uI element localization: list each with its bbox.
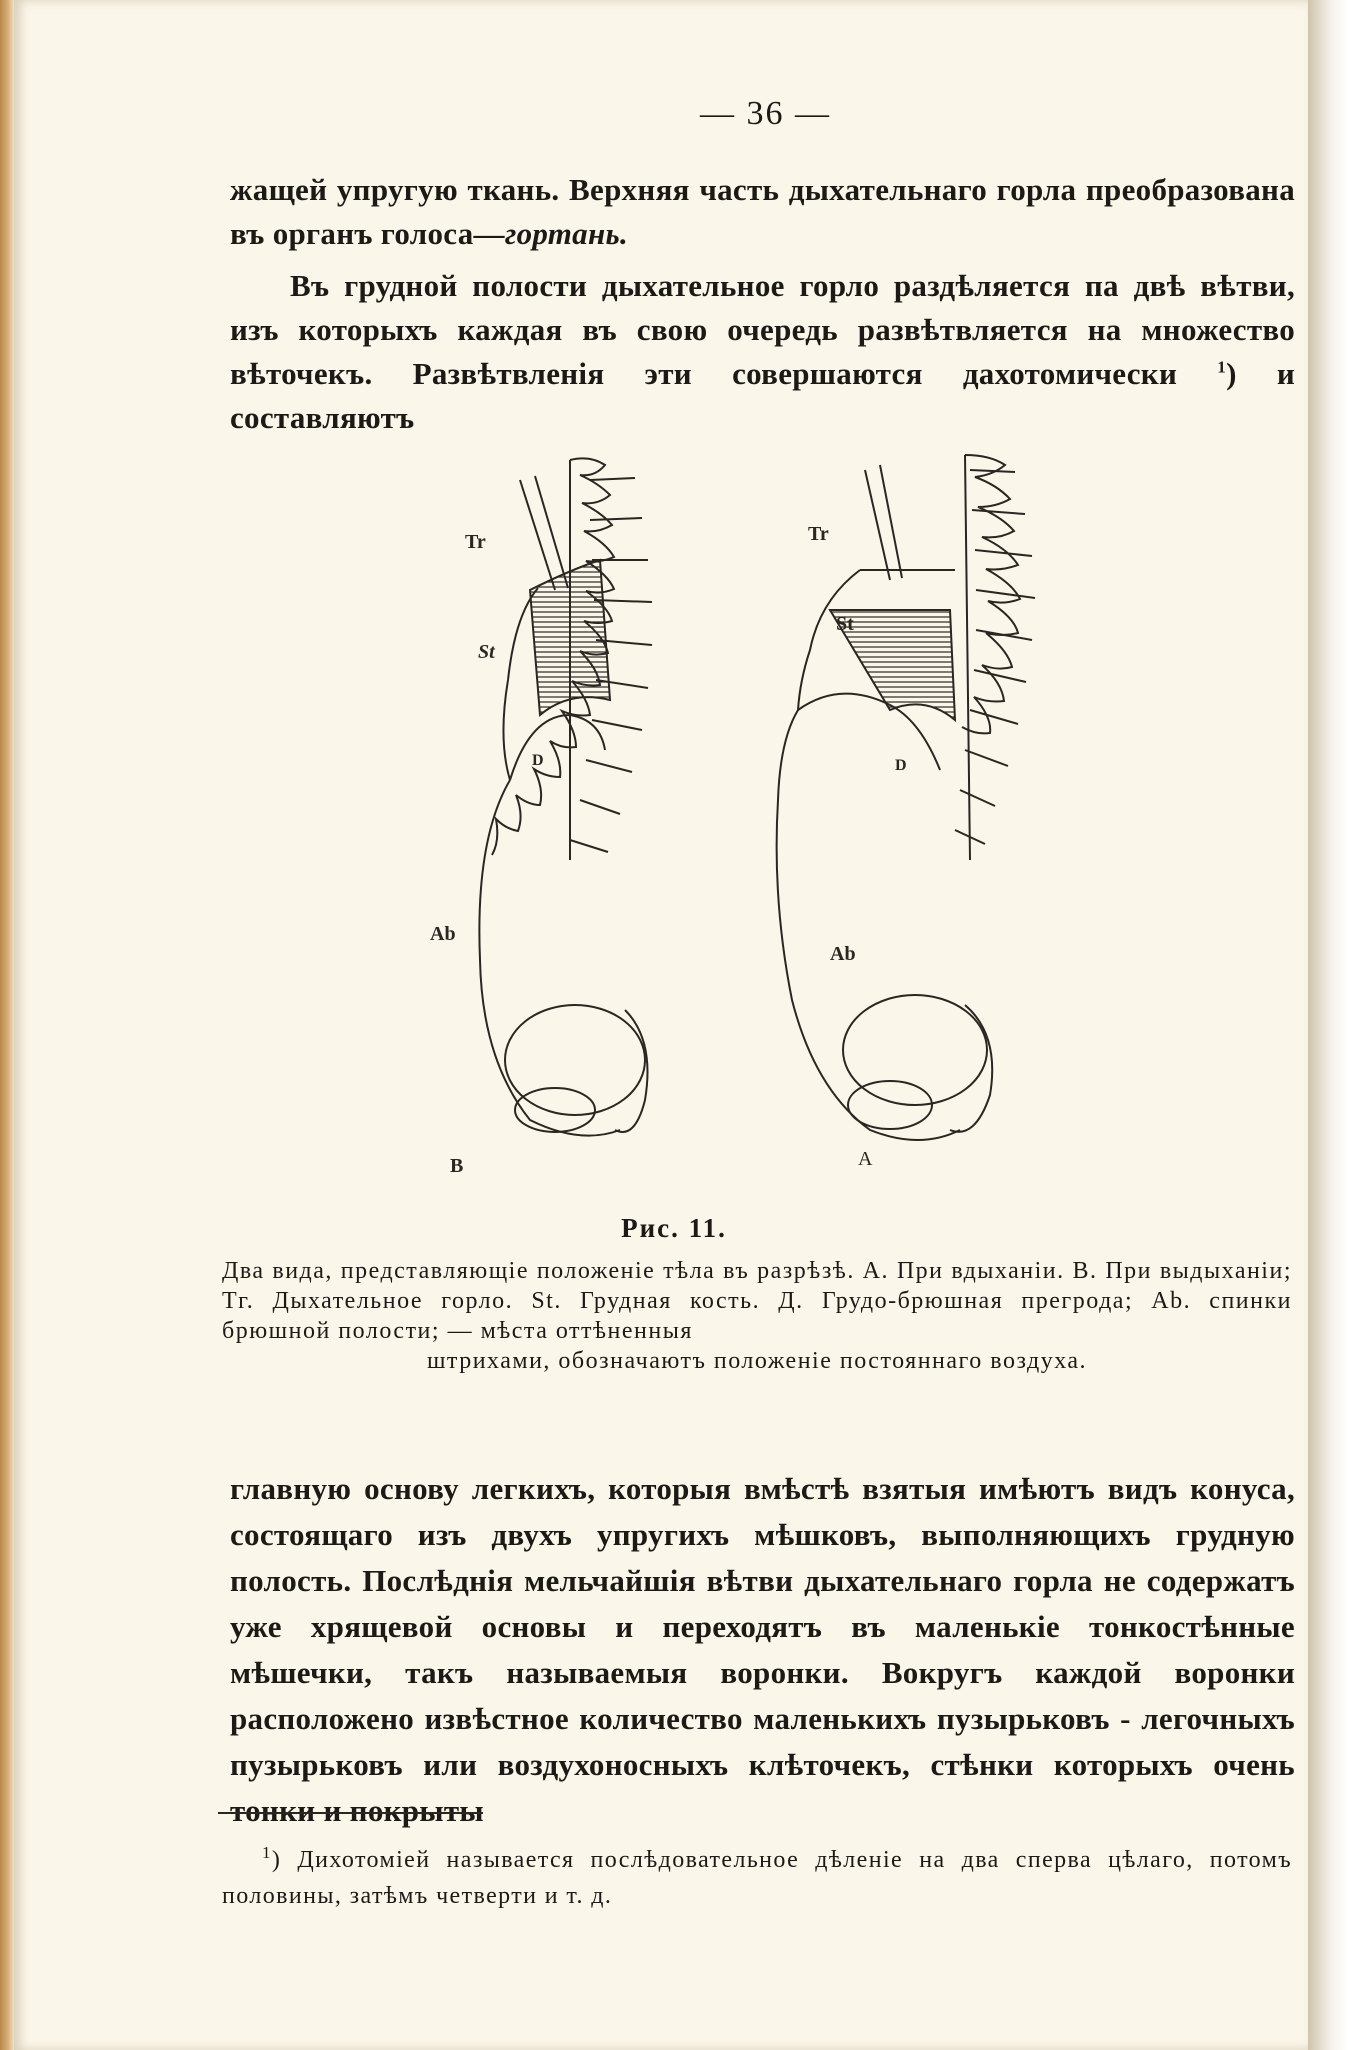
label-a: A: [858, 1148, 873, 1170]
label-ab-right: Ab: [830, 943, 856, 965]
paragraph-1-italic-term: гортань.: [504, 216, 629, 251]
label-tr-right: Tr: [808, 523, 829, 545]
label-d-right: D: [895, 757, 907, 774]
label-st-right: St: [836, 613, 854, 635]
spine-right: [955, 455, 1035, 860]
anatomical-figure: [420, 440, 1120, 1190]
footnote-mark: 1: [262, 1843, 272, 1862]
footnote-reference[interactable]: 1: [1217, 357, 1227, 377]
paragraph-2-text-end: ) и составляютъ: [230, 356, 1295, 435]
footnote-divider: [218, 1812, 483, 1814]
paragraph-2-text: Въ грудной полости дыхательное горло раздѣляется па двѣ вѣтви, изъ которыхъ каждая въ свою очередь развѣтвляется на множество вѣточекъ. Развѣтвленія эти совершаются дахотомически: [230, 268, 1295, 391]
figure-caption-text: Два вида, представляющіе положеніе тѣла въ разрѣзѣ. А. При вдыханіи. В. При выдыханіи; Тг. Дыхательное горло. St. Грудная кость. Д. Грудо-брюшная прегрода; Ab. спинки брюшной полости; — мѣста оттѣненныя: [222, 1258, 1292, 1344]
footnote-text: ) Дихотоміей называется послѣдовательное дѣленіе на два сперва цѣлаго, потомъ половины, затѣмъ четверти и т. д.: [222, 1847, 1292, 1909]
label-d-left: D: [532, 752, 544, 769]
figure-caption: [222, 1256, 1292, 1376]
label-tr-left: Tr: [465, 531, 486, 553]
page-number: — 36 —: [700, 95, 831, 132]
footnote: [222, 1842, 1292, 1914]
figure-a-inhalation: [777, 455, 1035, 1140]
page-edge-shadow: [1308, 0, 1348, 2050]
book-spine-edge: [0, 0, 14, 2050]
figure-b-exhalation: [479, 458, 652, 1135]
paragraph-3: главную основу легкихъ, которыя вмѣстѣ взятыя имѣютъ видъ конуса, состоящаго изъ двухъ упругихъ мѣшковъ, выполняющихъ грудную полость. Послѣднія мельчайшія вѣтви дыхательнаго горла не содержатъ уже хрящевой основы и переходятъ въ маленькіе тонкостѣнные мѣшечки, такъ называемыя воронки. Вокругъ каждой воронки расположено извѣстное количество маленькихъ пузырьковъ - легочныхъ пузырьковъ или воздухоносныхъ клѣточекъ, стѣнки которыхъ очень тонки и покрыты: [230, 1471, 1295, 1828]
paragraph-1-text: жащей упругую ткань. Верхняя часть дыхательнаго горла преобразована въ органъ голоса—: [230, 172, 1295, 251]
label-b: B: [450, 1155, 464, 1177]
lung-air-left: [530, 560, 610, 715]
paragraph-1: [230, 168, 1295, 256]
paragraph-2: [230, 264, 1295, 440]
figure-title: Рис. 11.: [621, 1213, 727, 1243]
figure-caption-last-line: штрихами, обозначаютъ положеніе постояннаго воздуха.: [426, 1348, 1088, 1374]
label-st-left: St: [478, 641, 495, 663]
label-ab-left: Ab: [430, 923, 456, 945]
